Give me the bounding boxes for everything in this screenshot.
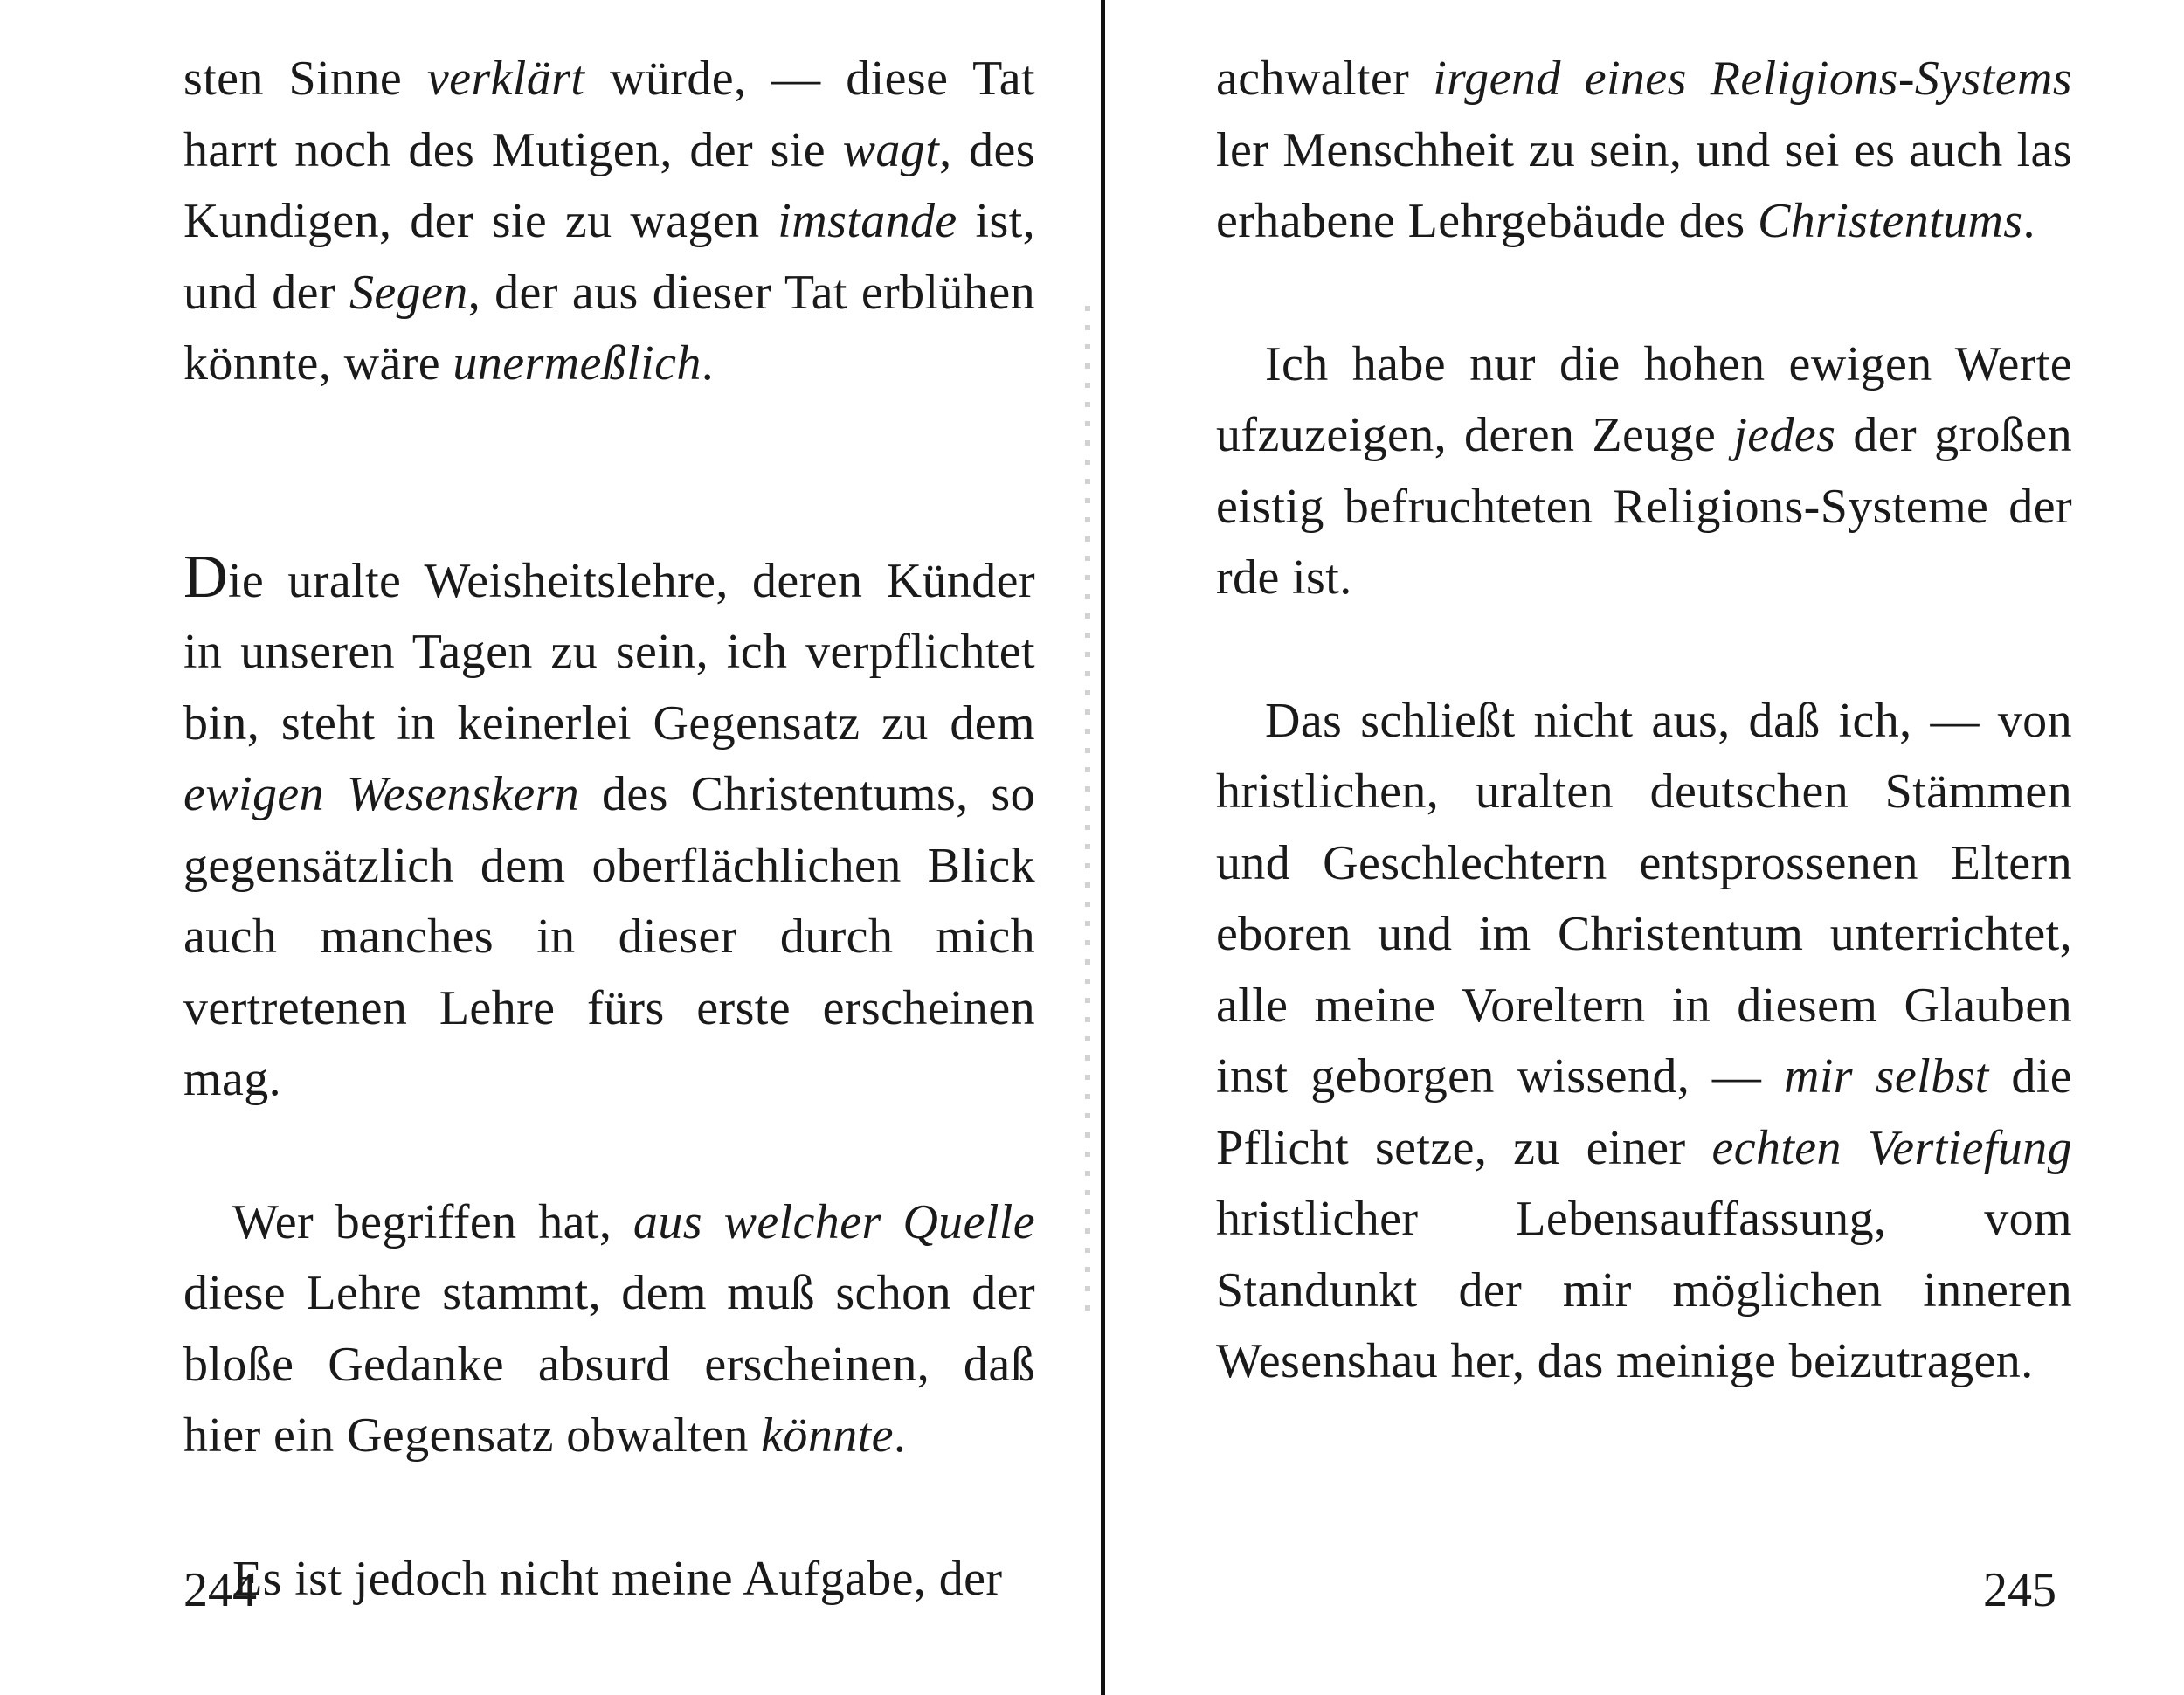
left-paragraph-2	[183, 542, 1035, 1116]
body-text: , des Kundigen, der sie zu wagen	[183, 122, 1035, 248]
right-paragraph-3	[1216, 686, 2072, 1398]
emphasis-text: wagt	[842, 122, 940, 177]
left-paragraph-4	[183, 1544, 1035, 1615]
body-text: .	[2022, 194, 2035, 248]
body-text: die Pflicht setze, zu einer	[1216, 1049, 2072, 1175]
body-text: achwalter	[1216, 52, 1434, 106]
left-paragraph-1	[183, 44, 1035, 400]
emphasis-text: Segen	[349, 265, 468, 320]
body-text: .	[701, 336, 715, 391]
emphasis-text: jedes	[1733, 408, 1836, 462]
emphasis-text: könnte	[761, 1408, 894, 1463]
right-paragraph-2	[1216, 329, 2072, 614]
right-page-text	[1216, 44, 2072, 1398]
emphasis-text: aus welcher Quelle	[632, 1194, 1035, 1249]
body-text: ist, und der	[183, 194, 1035, 320]
body-text: hristlicher Lebensauffassung, vom Standunkt der mir möglichen inneren Wesenshau her, das meinige beizutragen.	[1216, 1192, 2072, 1388]
emphasis-text: Christentums	[1757, 194, 2023, 248]
body-text: Die uralte Weisheitslehre, deren Künder in unseren Tagen zu sein, ich verpflichtet bin, steht in keinerlei Gegensatz zu dem	[183, 543, 1035, 751]
right-paragraph-1	[1216, 44, 2072, 258]
emphasis-text: unermeßlich	[453, 336, 702, 391]
emphasis-text: mir selbst	[1783, 1049, 1989, 1103]
body-text: würde, — diese Tat harrt noch des Mutigen, der sie	[183, 52, 1035, 177]
body-text: des Christentums, so gegensätzlich dem oberflächlichen Blick auch manches in dieser durch mich vertretenen Lehre fürs erste erscheinen mag.	[183, 767, 1035, 1106]
page-number-left: 244	[183, 1563, 257, 1617]
emphasis-text: verklärt	[426, 52, 585, 106]
right-page	[1102, 0, 2184, 1695]
body-text: , der aus dieser Tat erblühen könnte, wäre	[183, 265, 1035, 391]
body-text: sten Sinne	[183, 52, 427, 106]
body-text: diese Lehre stammt, dem muß schon der bloße Gedanke absurd erscheinen, daß hier ein Gegensatz obwalten	[183, 1266, 1035, 1463]
left-page-text	[183, 44, 1035, 1615]
body-text: Ich habe nur die hohen ewigen Werte ufzuzeigen, deren Zeuge	[1216, 336, 2072, 462]
body-text: .	[893, 1408, 907, 1463]
emphasis-text: irgend eines Religions-Systems	[1433, 52, 2072, 106]
body-text: Das schließt nicht aus, daß ich, — von hristlichen, uralten deutschen Stämmen und Geschlechtern entsprossenen Eltern eboren und im Christentum unterrichtet, alle meine Voreltern in diesem Glauben inst geborgen wissend, —	[1216, 693, 2072, 1103]
body-text: ler Menschheit zu sein, und sei es auch las erhabene Lehrgebäude des	[1216, 122, 2072, 248]
left-paragraph-3	[183, 1187, 1035, 1472]
gutter-shadow	[1085, 306, 1090, 1311]
emphasis-text: imstande	[778, 194, 957, 248]
emphasis-text: echten Vertiefung	[1711, 1120, 2072, 1175]
page-number-right: 245	[1983, 1563, 2056, 1617]
body-text: der großen eistig befruchteten Religions-Systeme der rde ist.	[1216, 408, 2072, 605]
body-text: Es ist jedoch nicht meine Aufgabe, der	[232, 1551, 1003, 1606]
body-text: Wer begriffen hat,	[232, 1194, 633, 1249]
emphasis-text: ewigen Wesenskern	[183, 767, 580, 821]
